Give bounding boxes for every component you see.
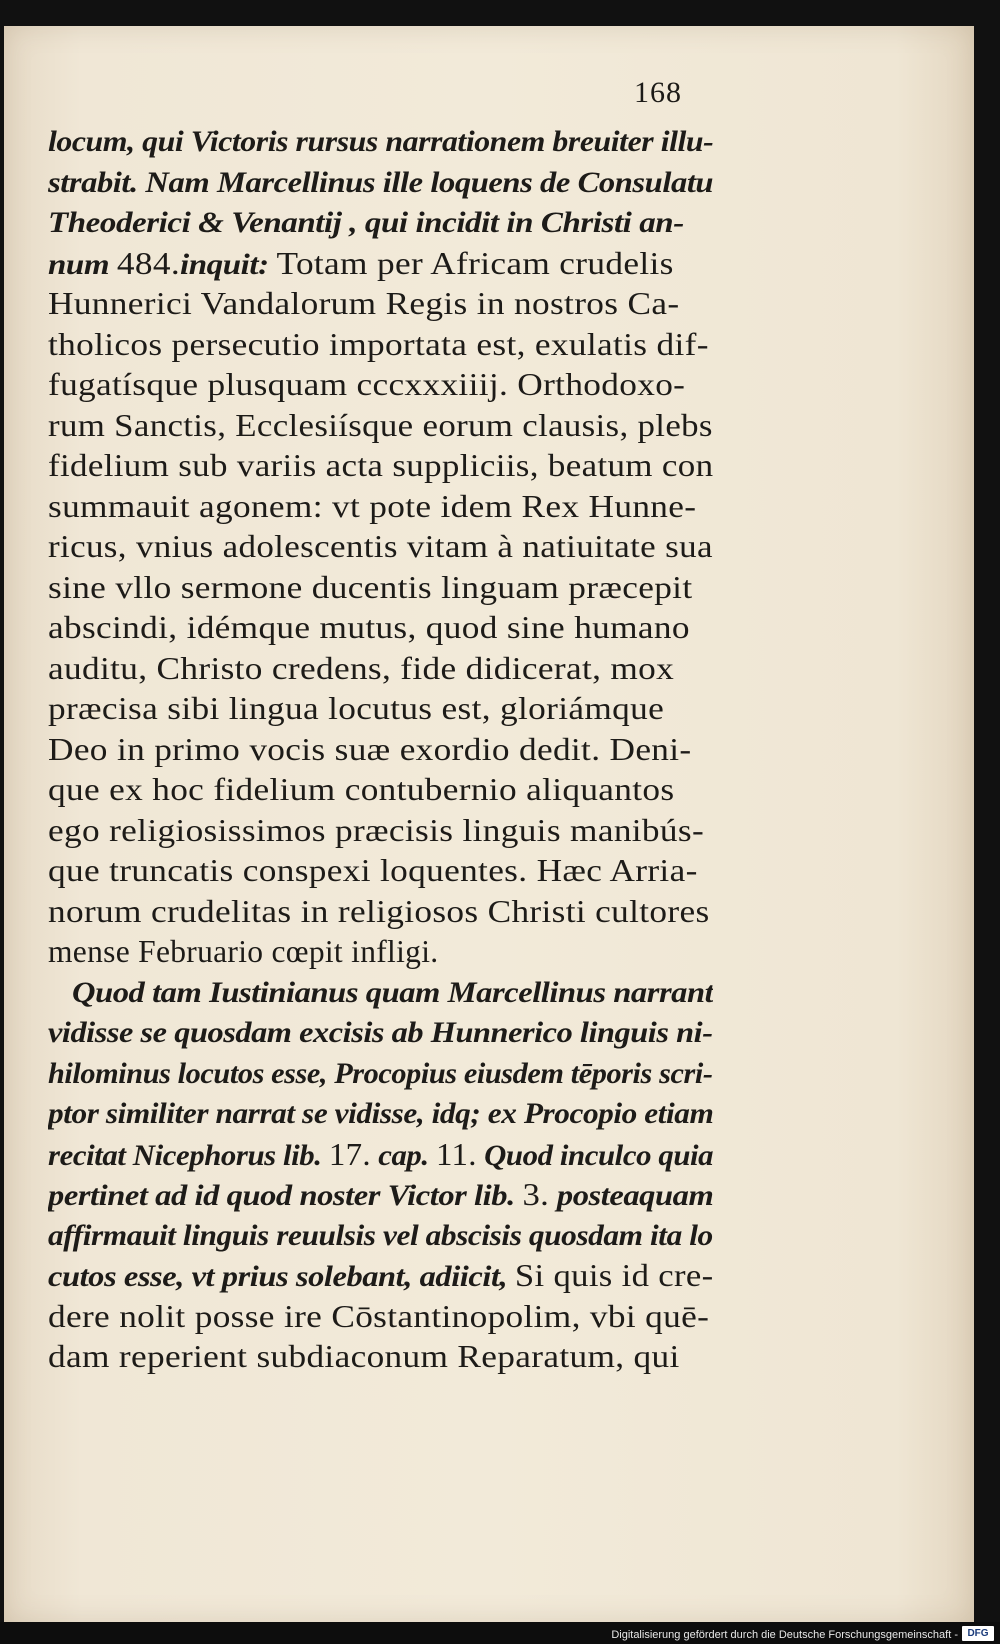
text-line bbox=[48, 1094, 713, 1135]
roman-text-segment: que ex hoc fidelium contubernio aliquantos bbox=[48, 772, 675, 807]
roman-text-segment: mense Februario cœpit infligi. bbox=[48, 934, 439, 969]
page-number: 168 bbox=[634, 76, 682, 109]
italic-text-segment: recitat Nicephorus lib. bbox=[48, 1139, 329, 1172]
book-page bbox=[4, 26, 974, 1622]
roman-text-segment: ego religiosissimos præcisis linguis manibús- bbox=[48, 812, 705, 848]
roman-text-segment: Hunnerici Vandalorum Regis in nostros Ca- bbox=[48, 286, 680, 321]
italic-text-segment: pertinet ad id quod noster Victor lib. bbox=[48, 1180, 523, 1212]
italic-text-segment: inquit: bbox=[180, 248, 277, 281]
text-line bbox=[48, 1013, 713, 1054]
funding-credit: Digitalisierung gefördert durch die Deutsche Forschungsgemeinschaft - bbox=[611, 1629, 958, 1641]
text-line bbox=[48, 163, 713, 204]
roman-text-segment: Si quis id cre- bbox=[514, 1258, 713, 1293]
italic-text-segment: cap. bbox=[370, 1139, 436, 1172]
roman-text-segment: auditu, Christo credens, fide didicerat, mox bbox=[48, 650, 675, 686]
roman-text-segment: sine vllo sermone ducentis linguam præcepit bbox=[48, 569, 693, 605]
roman-text-segment: fidelium sub variis acta suppliciis, beatum con bbox=[48, 448, 713, 483]
italic-text-segment: strabit. Nam Marcellinus ille loquens de Consulatu bbox=[48, 166, 713, 199]
text-line bbox=[48, 568, 713, 609]
text-line bbox=[48, 1297, 713, 1338]
text-line bbox=[48, 851, 713, 892]
text-line bbox=[48, 1256, 713, 1297]
text-line bbox=[48, 1337, 713, 1378]
italic-text-segment: Theoderici & Venantij , qui incidit in Christi an- bbox=[48, 207, 684, 239]
text-line bbox=[48, 932, 713, 973]
roman-text-segment: Totam per Africam crudelis bbox=[276, 245, 674, 281]
roman-text-segment: rum Sanctis, Ecclesiísque eorum clausis, plebs bbox=[48, 407, 713, 443]
roman-text-segment: præcisa sibi lingua locutus est, gloriámque bbox=[48, 691, 665, 726]
text-line bbox=[48, 406, 713, 447]
italic-text-segment: Quod tam Iustinianus quam Marcellinus narrant bbox=[72, 976, 713, 1009]
italic-text-segment: posteaquam bbox=[549, 1180, 713, 1212]
roman-text-segment: tholicos persecutio importata est, exulatis dif- bbox=[48, 326, 709, 362]
roman-text-segment: 11. bbox=[435, 1136, 477, 1172]
roman-text-segment: dam reperient subdiaconum Reparatum, qui bbox=[48, 1339, 680, 1374]
roman-text-segment: summauit agonem: vt pote idem Rex Hunne- bbox=[48, 488, 697, 524]
text-line bbox=[48, 527, 713, 568]
roman-text-segment: ricus, vnius adolescentis vitam à natiuitate sua bbox=[48, 529, 713, 564]
text-line bbox=[48, 649, 713, 690]
text-line bbox=[48, 811, 713, 852]
roman-text-segment: 3. bbox=[522, 1177, 550, 1212]
text-line bbox=[48, 203, 713, 244]
text-line bbox=[48, 892, 713, 933]
italic-text-segment: locum, qui Victoris rursus narrationem breuiter illu- bbox=[48, 126, 713, 158]
italic-text-segment: vidisse se quosdam excisis ab Hunnerico linguis ni- bbox=[48, 1017, 713, 1049]
text-line bbox=[48, 730, 713, 771]
text-line bbox=[48, 1135, 713, 1176]
text-line bbox=[48, 608, 713, 649]
italic-text-segment: hilominus locutos esse, Procopius eiusdem tēporis scri- bbox=[48, 1057, 713, 1090]
text-line bbox=[48, 1054, 713, 1095]
text-line bbox=[48, 973, 713, 1014]
text-line bbox=[48, 689, 713, 730]
roman-text-segment: abscindi, idémque mutus, quod sine humano bbox=[48, 610, 690, 645]
roman-text-segment: 484. bbox=[116, 245, 181, 281]
text-line bbox=[48, 1216, 713, 1257]
italic-text-segment: affirmauit linguis reuulsis vel abscisis quosdam ita lo bbox=[48, 1219, 713, 1252]
text-line bbox=[48, 1175, 713, 1216]
text-line bbox=[48, 365, 713, 406]
dfg-logo: DFG bbox=[962, 1626, 994, 1641]
roman-text-segment: fugatísque plusquam cccxxxiiij. Orthodoxo- bbox=[48, 367, 686, 402]
italic-text-segment: ptor similiter narrat se vidisse, idq; ex Procopio etiam bbox=[48, 1098, 713, 1130]
italic-text-segment: num bbox=[48, 248, 117, 281]
italic-text-segment: Quod inculco quia bbox=[476, 1139, 713, 1172]
roman-text-segment: dere nolit posse ire Cōstantinopolim, vbi quē- bbox=[48, 1298, 710, 1334]
roman-text-segment: que truncatis conspexi loquentes. Hæc Arria- bbox=[48, 853, 698, 888]
text-line bbox=[48, 122, 713, 163]
footer-bar bbox=[0, 1622, 1000, 1644]
text-line bbox=[48, 244, 713, 285]
text-line bbox=[48, 446, 713, 487]
text-line bbox=[48, 325, 713, 366]
roman-text-segment: 17. bbox=[328, 1136, 371, 1172]
text-line bbox=[48, 284, 713, 325]
text-line bbox=[48, 487, 713, 528]
text-line bbox=[48, 770, 713, 811]
italic-text-segment: cutos esse, vt prius solebant, adiicit, bbox=[48, 1261, 515, 1293]
roman-text-segment: Deo in primo vocis suæ exordio dedit. Deni- bbox=[48, 731, 692, 767]
body-text bbox=[48, 122, 713, 1378]
roman-text-segment: norum crudelitas in religiosos Christi cultores bbox=[48, 893, 710, 929]
